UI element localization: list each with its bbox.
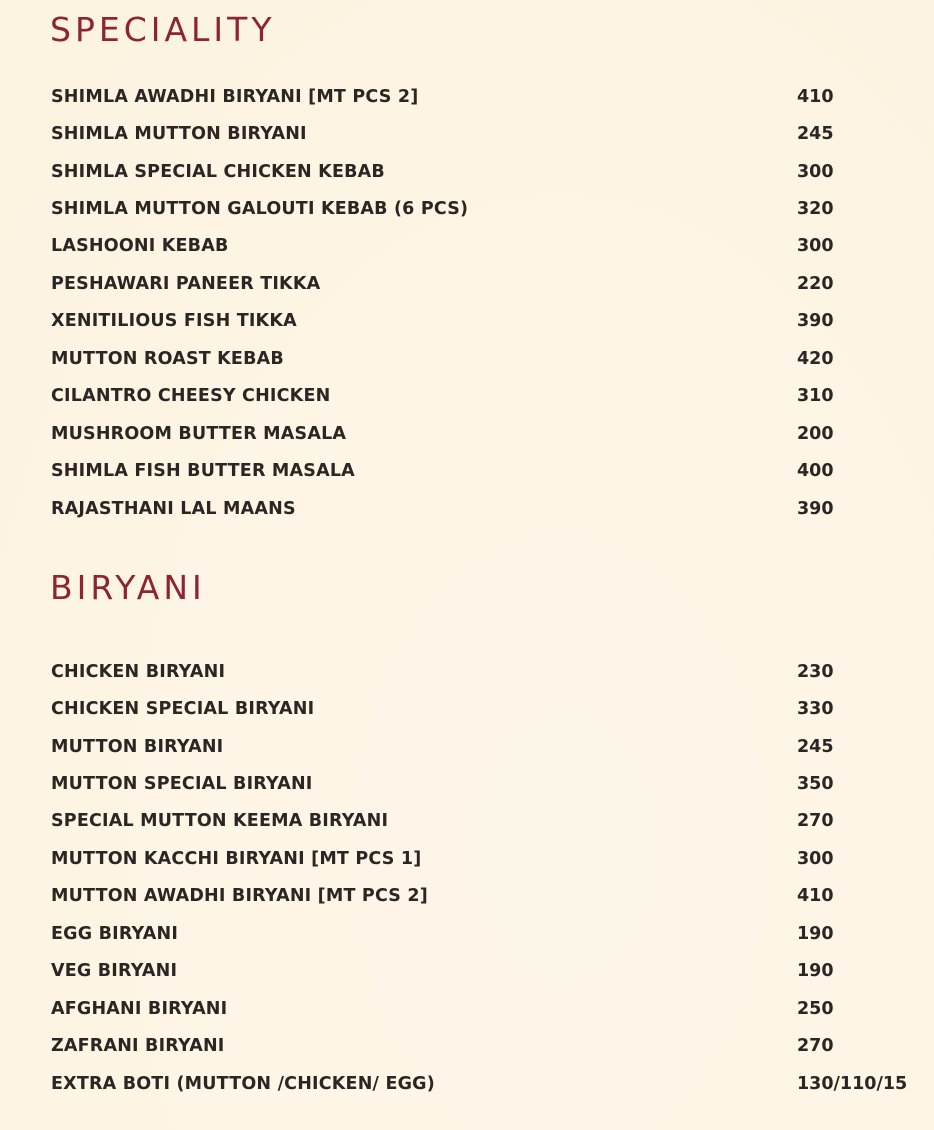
menu-item [51,728,921,765]
item-name: ZAFRANI BIRYANI [51,1036,225,1057]
menu-item [51,915,921,952]
menu-item [51,653,921,690]
menu-item [51,803,921,840]
menu-item [51,452,921,489]
item-price: 250 [797,998,834,1019]
item-name: LASHOONI KEBAB [51,236,229,257]
item-name: CILANTRO CHEESY CHICKEN [51,386,331,407]
item-price: 270 [797,1036,834,1057]
item-price: 130/110/15 [797,1073,908,1094]
item-price: 190 [797,961,834,982]
item-name: MUSHROOM BUTTER MASALA [51,423,347,444]
menu-item [51,765,921,802]
item-price: 420 [797,348,834,369]
item-price: 390 [797,311,834,332]
item-price: 410 [797,86,834,107]
menu-item [51,115,921,152]
item-name: MUTTON BIRYANI [51,736,224,757]
item-name: EXTRA BOTI (MUTTON /CHICKEN/ EGG) [51,1073,435,1094]
item-price: 300 [797,848,834,869]
item-name: VEG BIRYANI [51,961,178,982]
item-name: EGG BIRYANI [51,923,179,944]
menu-item [51,190,921,227]
menu-item [51,1065,921,1102]
item-name: CHICKEN BIRYANI [51,661,226,682]
item-price: 300 [797,236,834,257]
menu-item [51,153,921,190]
speciality-item-list [51,78,921,527]
menu-item [51,303,921,340]
section-title-biryani: BIRYANI [50,568,206,607]
section-title-speciality: SPECIALITY [50,10,276,49]
item-price: 410 [797,886,834,907]
item-price: 200 [797,423,834,444]
item-price: 330 [797,699,834,720]
item-name: MUTTON AWADHI BIRYANI [MT PCS 2] [51,886,428,907]
item-name: AFGHANI BIRYANI [51,998,228,1019]
item-name: RAJASTHANI LAL MAANS [51,498,296,519]
menu-item [51,990,921,1027]
menu-item [51,78,921,115]
item-name: SHIMLA MUTTON BIRYANI [51,124,307,145]
item-name: SHIMLA AWADHI BIRYANI [MT PCS 2] [51,86,419,107]
item-name: PESHAWARI PANEER TIKKA [51,273,321,294]
biryani-item-list [51,653,921,1102]
item-name: MUTTON KACCHI BIRYANI [MT PCS 1] [51,848,422,869]
menu-item [51,878,921,915]
item-name: MUTTON ROAST KEBAB [51,348,284,369]
menu-item [51,378,921,415]
item-price: 220 [797,273,834,294]
item-name: SHIMLA MUTTON GALOUTI KEBAB (6 PCS) [51,199,469,220]
item-name: CHICKEN SPECIAL BIRYANI [51,699,315,720]
item-price: 310 [797,386,834,407]
menu-item [51,340,921,377]
menu-item [51,840,921,877]
item-price: 350 [797,774,834,795]
item-price: 390 [797,498,834,519]
item-name: MUTTON SPECIAL BIRYANI [51,774,313,795]
item-price: 245 [797,736,834,757]
item-price: 300 [797,161,834,182]
menu-item [51,690,921,727]
menu-item [51,415,921,452]
item-price: 230 [797,661,834,682]
item-name: SPECIAL MUTTON KEEMA BIRYANI [51,811,389,832]
item-price: 400 [797,461,834,482]
item-price: 245 [797,124,834,145]
menu-item [51,228,921,265]
item-name: XENITILIOUS FISH TIKKA [51,311,297,332]
item-price: 320 [797,199,834,220]
menu-item [51,953,921,990]
menu-item [51,1027,921,1064]
item-name: SHIMLA FISH BUTTER MASALA [51,461,355,482]
menu-item [51,265,921,302]
item-name: SHIMLA SPECIAL CHICKEN KEBAB [51,161,385,182]
menu-item [51,490,921,527]
item-price: 270 [797,811,834,832]
item-price: 190 [797,923,834,944]
